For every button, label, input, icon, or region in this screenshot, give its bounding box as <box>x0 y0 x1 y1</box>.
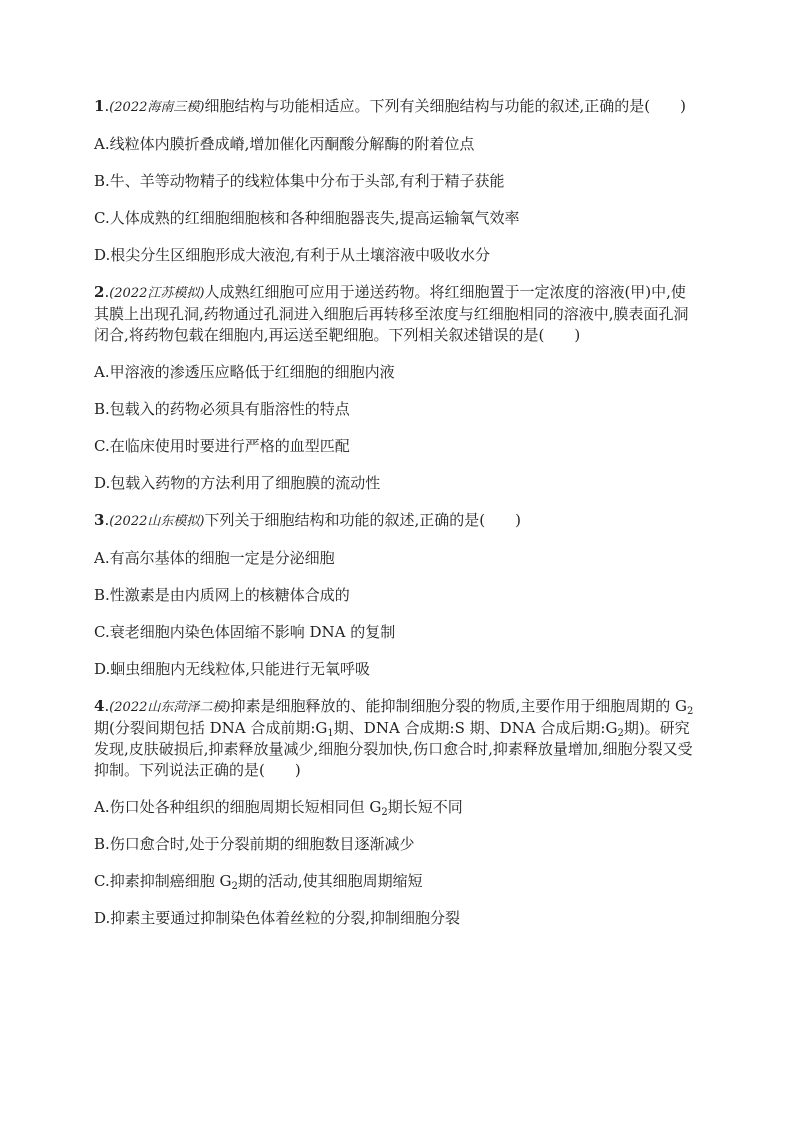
question-dot: . <box>104 97 110 115</box>
option-text: 期的活动,使其细胞周期缩短 <box>237 872 423 890</box>
subscript: 2 <box>231 881 238 892</box>
question-sheet <box>94 96 700 945</box>
question-text-part: 期)。研究发现,皮肤破损后,抑素释放量减少,细胞分裂加快,伤口愈合时,抑素释放量增加,细胞分裂又受抑制。下列说法正确的是( ) <box>94 719 693 779</box>
option-d: D.根尖分生区细胞形成大液泡,有利于从土壤溶液中吸收水分 <box>94 246 491 264</box>
question-4-stem <box>94 696 700 781</box>
subscript: 2 <box>686 706 694 717</box>
option-d: D.包载入药物的方法利用了细胞膜的流动性 <box>94 474 381 492</box>
option-text: B.伤口愈合时,处于分裂前期的细胞数目逐渐减少 <box>94 835 415 853</box>
option-a <box>94 797 700 818</box>
option-text: D.抑素主要通过抑制染色体着丝粒的分裂,抑制细胞分裂 <box>94 909 461 927</box>
question-text: 细胞结构与功能相适应。下列有关细胞结构与功能的叙述,正确的是( ) <box>204 97 686 115</box>
question-text-part: 抑素是细胞释放的、能抑制细胞分裂的物质,主要作用于细胞周期的 G <box>230 697 687 715</box>
question-1-stem <box>94 96 700 118</box>
option-d: D.蛔虫细胞内无线粒体,只能进行无氧呼吸 <box>94 660 371 678</box>
option-a: A.线粒体内膜折叠成嵴,增加催化丙酮酸分解酶的附着位点 <box>94 135 475 153</box>
option-a: A.有高尔基体的细胞一定是分泌细胞 <box>94 549 335 567</box>
option-text: A.伤口处各种组织的细胞周期长短相同但 G <box>94 798 382 816</box>
question-number: 3 <box>94 511 105 529</box>
option-c: C.衰老细胞内染色体固缩不影响 DNA 的复制 <box>94 623 396 641</box>
question-number: 1 <box>94 97 105 115</box>
question-dot: . <box>104 283 110 301</box>
option-a: A.甲溶液的渗透压应略低于红细胞的细胞内液 <box>94 363 395 381</box>
question-source: (2022江苏模拟) <box>109 286 205 301</box>
option-b: B.包载入的药物必须具有脂溶性的特点 <box>94 400 350 418</box>
question-3-stem <box>94 510 700 532</box>
option-c <box>94 871 700 892</box>
question-text-part: 期、DNA 合成期:S 期、DNA 合成后期:G <box>333 719 618 737</box>
question-text-part: 期(分裂间期包括 DNA 合成前期:G <box>94 719 328 737</box>
question-2-stem <box>94 282 700 346</box>
option-text: 期长短不同 <box>387 798 463 816</box>
subscript: 2 <box>381 807 388 818</box>
question-dot: . <box>104 511 110 529</box>
option-d <box>94 908 700 929</box>
question-2 <box>94 282 700 494</box>
option-b: B.牛、羊等动物精子的线粒体集中分布于头部,有利于精子获能 <box>94 172 505 190</box>
option-b: B.性激素是由内质网上的核糖体合成的 <box>94 586 350 604</box>
question-number: 2 <box>94 283 105 301</box>
option-c: C.人体成熟的红细胞细胞核和各种细胞器丧失,提高运输氧气效率 <box>94 209 520 227</box>
question-number: 4 <box>94 697 105 715</box>
option-c: C.在临床使用时要进行严格的血型匹配 <box>94 437 350 455</box>
question-source: (2022海南三模) <box>109 100 205 115</box>
question-1 <box>94 96 700 266</box>
question-text: 下列关于细胞结构和功能的叙述,正确的是( ) <box>204 511 521 529</box>
question-source: (2022山东菏泽二模) <box>109 700 231 715</box>
question-3 <box>94 510 700 680</box>
option-text: C.抑素抑制癌细胞 G <box>94 872 232 890</box>
question-source: (2022山东模拟) <box>109 514 205 529</box>
question-text: 人成熟红细胞可应用于递送药物。将红细胞置于一定浓度的溶液(甲)中,使其膜上出现孔洞,药物通过孔洞进入细胞后再转移至浓度与红细胞相同的溶液中,膜表面孔洞闭合,将药物包载在细胞内,再运送至靶细胞。下列相关叙述错误的是( ) <box>94 283 689 344</box>
subscript: 1 <box>327 728 334 739</box>
question-dot: . <box>104 697 110 715</box>
question-4 <box>94 696 700 929</box>
subscript: 2 <box>617 728 624 739</box>
option-b <box>94 834 700 855</box>
